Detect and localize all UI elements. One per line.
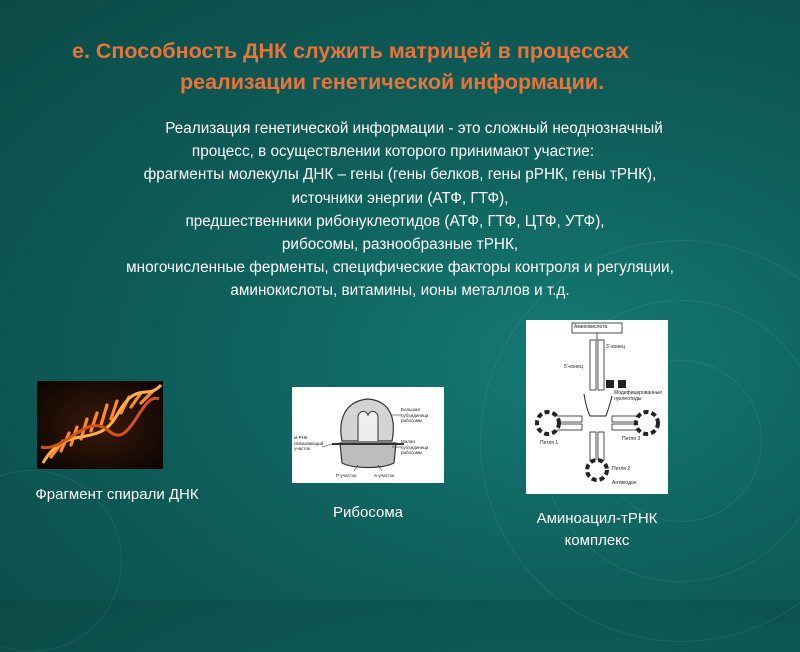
ribosome-label-mrna: м-РНК связывающий участок: [294, 435, 324, 451]
body-line: Реализация генетической информации - это сложный неоднозначный: [165, 120, 663, 137]
ribosome-label-small: Малая субъединица рибосомы: [401, 439, 429, 455]
trna-label-loop3: Петля 3: [622, 436, 641, 442]
trna-label-five-end: 5'-конец: [564, 364, 583, 370]
ribosome-label-p-site: Р-участок: [336, 473, 357, 478]
trna-label-anticodon: Антикодон: [612, 480, 637, 486]
body-line: фрагменты молекулы ДНК – гены (гены белков, гены рРНК, гены тРНК),: [143, 166, 657, 184]
slide-title-line-2: реализации генетической информации.: [180, 70, 605, 94]
ribosome-label-a-site: А-участок: [374, 473, 395, 478]
trna-caption: [486, 508, 708, 552]
ribosome-caption: Рибосома: [333, 504, 403, 521]
trna-label-amino-acid: Аминокислота: [574, 324, 608, 330]
body-line: аминокислоты, витамины, ионы металлов и т.д.: [230, 282, 570, 300]
slide-body: [0, 117, 800, 303]
ribosome-diagram: [292, 387, 444, 483]
trna-caption-line-1: Аминоацил-тРНК: [536, 510, 658, 527]
slide-title-line-1: е. Способность ДНК служить матрицей в процессах: [72, 39, 630, 63]
body-line: процесс, в осуществлении которого принимают участие:: [191, 143, 595, 161]
trna-label-loop1: Петля 1: [540, 440, 559, 446]
dna-caption: Фрагмент спирали ДНК: [35, 486, 199, 503]
trna-label-loop2: Петля 2: [612, 466, 631, 472]
body-line: многочисленные ферменты, специфические факторы контроля и регуляции,: [126, 259, 674, 277]
trna-diagram: [526, 320, 668, 494]
ribosome-label-large: Большая субъединица рибосомы: [401, 407, 429, 423]
body-line: предшественники рибонуклеотидов (АТФ, ГТФ, ЦТФ, УТФ),: [185, 212, 605, 230]
dna-helix-image: [37, 381, 163, 469]
trna-label-three-end: 3'-конец: [606, 344, 625, 350]
trna-caption-line-2: комплекс: [564, 532, 630, 549]
trna-label-modified: Модифицированные нуклеотиды: [614, 390, 663, 402]
slide-title: [72, 36, 782, 98]
body-line: источники энергии (АТФ, ГТФ),: [291, 189, 509, 207]
body-line: рибосомы, разнообразные тРНК,: [281, 236, 519, 254]
